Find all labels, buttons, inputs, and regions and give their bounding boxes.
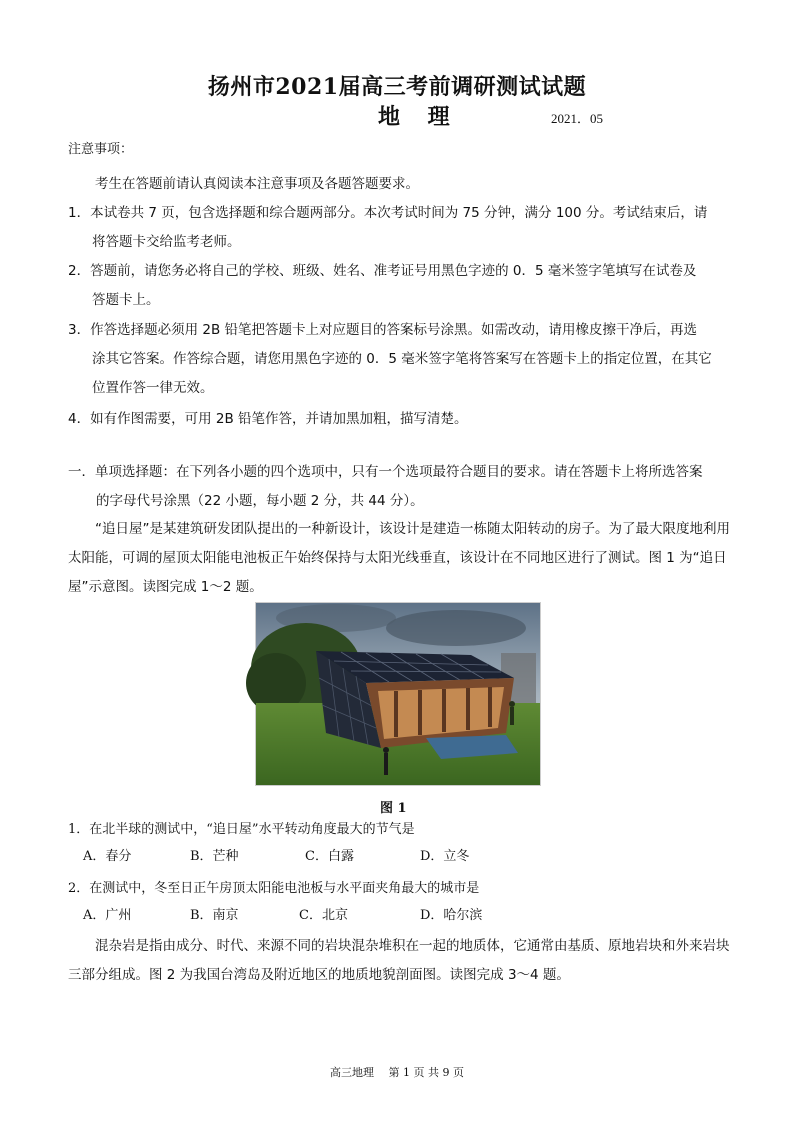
notice-item-4 xyxy=(68,405,732,434)
option-c: C．白露 xyxy=(305,849,354,864)
item-text: 如有作图需要，可用 2B 铅笔作答，并请加黑加粗，描写清楚。 xyxy=(90,411,468,427)
item-text: 本试卷共 7 页，包含选择题和综合题两部分。本次考试时间为 75 分钟，满分 100 分。考试结束后，请 xyxy=(90,205,708,221)
item-number: 4． xyxy=(68,411,91,427)
option-b: B．芒种 xyxy=(190,849,239,864)
notice-title: 注意事项： xyxy=(68,142,134,157)
item-text-cont: 将答题卡交给监考老师。 xyxy=(92,234,241,250)
notice-item-3 xyxy=(68,316,732,403)
item-text-cont: 位置作答一律无效。 xyxy=(92,380,214,396)
item-text: 答题前，请您务必将自己的学校、班级、姓名、准考证号用黑色字迹的 0．5 毫米签字笔填写在试卷及 xyxy=(90,263,697,279)
option-d: D．哈尔滨 xyxy=(420,908,483,923)
option-a: A．广州 xyxy=(83,908,132,923)
item-text-cont: 答题卡上。 xyxy=(92,292,160,308)
notice-intro: 考生在答题前请认真阅读本注意事项及各题答题要求。 xyxy=(95,176,419,192)
exam-subject: 地 理 xyxy=(378,104,460,130)
question-2-stem: 2．在测试中，冬至日正午房顶太阳能电池板与水平面夹角最大的城市是 xyxy=(68,881,480,896)
passage-2: 混杂岩是指由成分、时代、来源不同的岩块混杂堆积在一起的地质体，它通常由基质、原地岩块和外来岩块三部分组成。图 2 为我国台湾岛及附近地区的地质地貌剖面图。读图完成 3～4 题。 xyxy=(68,938,730,983)
passage-1: “追日屋”是某建筑研发团队提出的一种新设计，该设计是建造一栋随太阳转动的房子。为了最大限度地利用太阳能，可调的屋顶太阳能电池板正午始终保持与太阳光线垂直，该设计在不同地区进行了测试。图 1 为“追日屋”示意图。读图完成 1～2 题。 xyxy=(68,521,730,595)
item-text-cont: 涂其它答案。作答综合题，请您用黑色字迹的 0．5 毫米签字笔将答案写在答题卡上的指定位置，在其它 xyxy=(92,351,712,367)
item-number: 1． xyxy=(68,205,91,221)
notice-item-1 xyxy=(68,199,732,257)
option-a: A．春分 xyxy=(83,849,132,864)
exam-date: 2021．05 xyxy=(551,111,604,126)
figure-1-caption: 图 1 xyxy=(380,801,407,816)
page-footer: 高三地理 第 1 页 共 9 页 xyxy=(330,1066,464,1079)
item-number: 2． xyxy=(68,263,91,279)
exam-title: 扬州市2021届高三考前调研测试试题 xyxy=(207,74,587,100)
option-c: C．北京 xyxy=(299,908,348,923)
section-heading-line2: 的字母代号涂黑（22 小题，每小题 2 分，共 44 分）。 xyxy=(96,493,424,509)
question-1-stem: 1．在北半球的测试中，“追日屋”水平转动角度最大的节气是 xyxy=(68,822,415,837)
option-b: B．南京 xyxy=(190,908,239,923)
solar-house-photo-icon xyxy=(255,602,541,786)
item-text: 作答选择题必须用 2B 铅笔把答题卡上对应题目的答案标号涂黑。如需改动，请用橡皮擦干净后，再选 xyxy=(90,322,698,338)
item-number: 3． xyxy=(68,322,91,338)
option-d: D．立冬 xyxy=(420,849,470,864)
section-heading-line1: 一．单项选择题：在下列各小题的四个选项中，只有一个选项最符合题目的要求。请在答题卡上将所选答案 xyxy=(68,464,703,480)
section-heading xyxy=(68,458,732,516)
notice-item-2 xyxy=(68,257,732,315)
